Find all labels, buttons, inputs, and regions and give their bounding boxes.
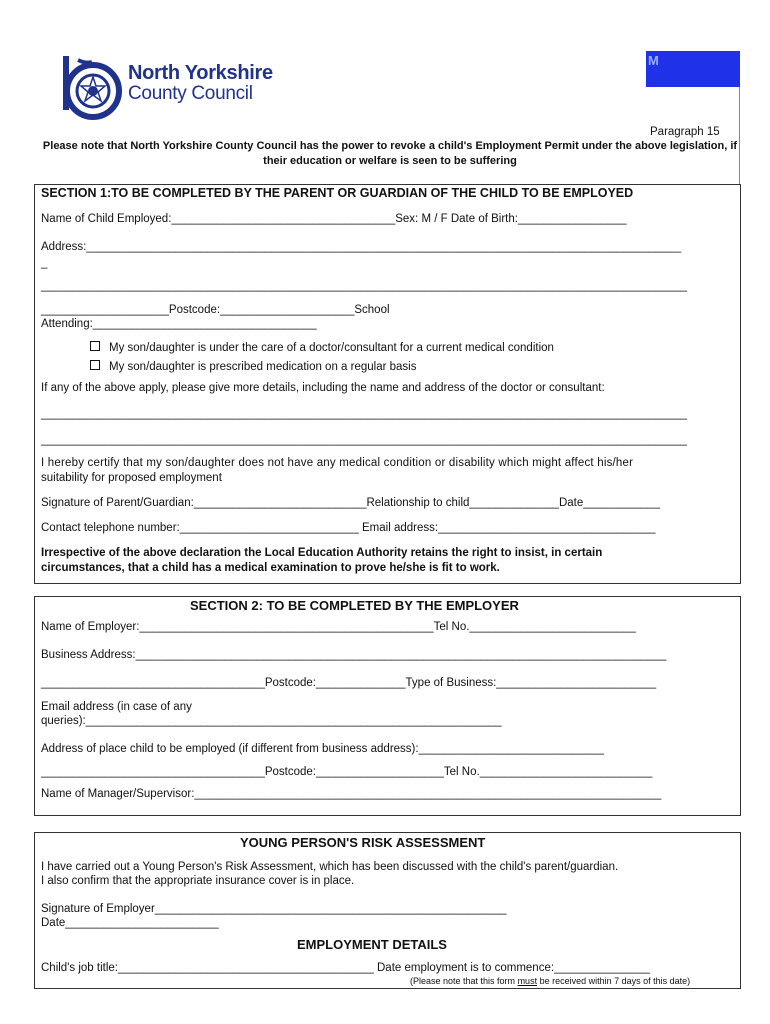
checkbox-label: My son/daughter is prescribed medication on a regular basis	[109, 361, 417, 373]
revocation-note: Please note that North Yorkshire County Council has the power to revoke a child's Employment Permit under the above legislation, if their education or welfare is seen to be suffering	[42, 140, 738, 167]
medical-care-checkbox-row[interactable]	[90, 341, 554, 354]
section1-title: SECTION 1:TO BE COMPLETED BY THE PARENT OR GUARDIAN OF THE CHILD TO BE EMPLOYED	[41, 186, 634, 200]
parent-signature-field[interactable]: Signature of Parent/Guardian:___________________________Relationship to child______________Date____________	[41, 497, 660, 509]
postcode-school-field[interactable]: ____________________Postcode:_____________________School	[41, 304, 390, 316]
address-field-line2[interactable]: _____________________________________________________________________________________________________	[41, 280, 687, 292]
medical-exam-note-line1: Irrespective of the above declaration the Local Education Authority retains the right to insist, in certain	[41, 547, 603, 559]
employer-date-field[interactable]: Date________________________	[41, 917, 219, 929]
certify-text-line2: suitability for proposed employment	[41, 472, 222, 484]
medication-checkbox-row[interactable]	[90, 360, 416, 373]
form-title-banner	[646, 51, 740, 87]
child-name-field[interactable]: Name of Child Employed:___________________________________Sex: M / F Date of Birth:_________________	[41, 213, 627, 225]
banner-text: M	[648, 53, 659, 68]
submission-deadline-note	[410, 976, 690, 986]
email-field[interactable]: queries):_________________________________________________________________	[41, 715, 502, 727]
section2-title: SECTION 2: TO BE COMPLETED BY THE EMPLOYER	[190, 598, 519, 613]
workplace-address-field[interactable]: Address of place child to be employed (if different from business address):_____________________________	[41, 743, 605, 755]
checkbox-label: My son/daughter is under the care of a doctor/consultant for a current medical condition	[109, 342, 554, 354]
business-postcode-field[interactable]: ___________________________________Postcode:______________Type of Business:_________________________	[41, 677, 657, 689]
employer-name-field[interactable]: Name of Employer:______________________________________________Tel No.__________________________	[41, 621, 636, 633]
brand-name-line1: North Yorkshire	[128, 62, 273, 84]
business-address-field[interactable]: Business Address:___________________________________________________________________________________	[41, 649, 667, 661]
note-text-end: be received within 7 days of this date)	[537, 976, 691, 986]
details-prompt: If any of the above apply, please give more details, including the name and address of the doctor or consultant:	[41, 382, 605, 394]
paragraph-reference: Paragraph 15	[650, 126, 720, 138]
checkbox[interactable]	[90, 360, 100, 370]
job-title-field[interactable]: Child's job title:________________________________________ Date employment is to commence:_______________	[41, 962, 650, 974]
contact-details-field[interactable]: Contact telephone number:____________________________ Email address:__________________________________	[41, 522, 656, 534]
brand-name-line2: County Council	[128, 83, 253, 104]
medical-exam-note-line2: circumstances, that a child has a medical examination to prove he/she is fit to work.	[41, 562, 500, 574]
risk-assessment-text-line1: I have carried out a Young Person's Risk Assessment, which has been discussed with the child's parent/guardian.	[41, 861, 619, 873]
note-text-start: (Please note that this form	[410, 976, 518, 986]
header-border	[739, 87, 740, 184]
details-field-line2[interactable]: _____________________________________________________________________________________________________	[41, 434, 687, 446]
council-logo-icon	[56, 52, 126, 122]
address-field[interactable]: Address:_____________________________________________________________________________________________	[41, 241, 682, 253]
checkbox[interactable]	[90, 341, 100, 351]
address-continuation: _	[41, 257, 48, 269]
manager-name-field[interactable]: Name of Manager/Supervisor:_________________________________________________________________________	[41, 788, 662, 800]
employment-details-title: EMPLOYMENT DETAILS	[297, 937, 447, 952]
email-label: Email address (in case of any	[41, 701, 192, 713]
workplace-postcode-field[interactable]: ___________________________________Postcode:____________________Tel No.___________________________	[41, 766, 653, 778]
note-text-emphasis: must	[517, 976, 538, 986]
school-attending-field[interactable]: Attending:___________________________________	[41, 318, 317, 330]
risk-assessment-text-line2: I also confirm that the appropriate insurance cover is in place.	[41, 875, 355, 887]
risk-assessment-title: YOUNG PERSON'S RISK ASSESSMENT	[240, 835, 486, 850]
employer-signature-field[interactable]: Signature of Employer_______________________________________________________	[41, 903, 507, 915]
certify-text-line1: I hereby certify that my son/daughter does not have any medical condition or disability which might affect his/her	[41, 457, 634, 469]
details-field-line1[interactable]: _____________________________________________________________________________________________________	[41, 408, 687, 420]
